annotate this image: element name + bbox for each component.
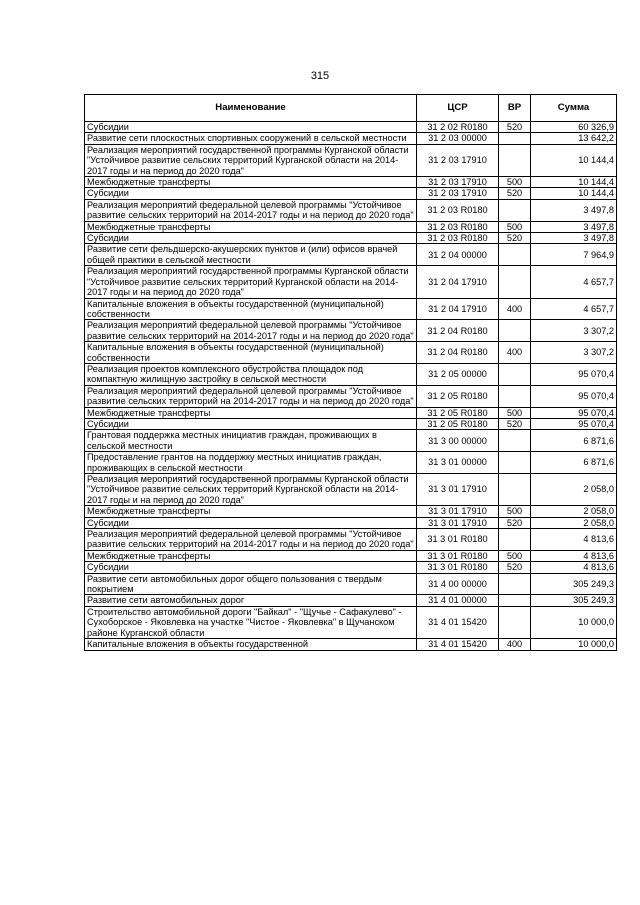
cell-sum: 6 871,6 [531,430,617,452]
table-row [85,573,617,595]
cell-vr: 400 [499,639,531,650]
cell-name: Строительство автомобильной дороги "Байкал" - "Щучье - Сафакулево" - Сухоборское - Яковлевка на участке "Чистое - Яковлевка" в Щучанском районе Курганской области [85,606,417,638]
cell-sum: 305 249,3 [531,573,617,595]
cell-vr [499,385,531,407]
cell-name: Развитие сети автомобильных дорог общего пользования с твердым покрытием [85,573,417,595]
table-header-row [85,95,617,122]
cell-name: Грантовая поддержка местных инициатив граждан, проживающих в сельской местности [85,430,417,452]
table-row [85,418,617,429]
cell-csr: 31 2 03 17910 [417,177,499,188]
cell-csr: 31 2 05 R0180 [417,385,499,407]
cell-csr: 31 2 02 R0180 [417,122,499,133]
table-row [85,233,617,244]
table-row [85,188,617,199]
cell-csr: 31 2 03 00000 [417,133,499,144]
cell-name: Реализация мероприятий государственной программы Курганской области "Устойчивое развитие сельских территорий Курганской области на 2014-2017 годы и на период до 2020 года" [85,474,417,506]
table-row [85,320,617,342]
cell-csr: 31 2 04 R0180 [417,320,499,342]
table-row [85,177,617,188]
cell-sum: 6 871,6 [531,452,617,474]
cell-csr: 31 2 05 00000 [417,363,499,385]
cell-name: Реализация проектов комплексного обустройства площадок под компактную жилищную застройку в сельской местности [85,363,417,385]
table-row [85,550,617,561]
cell-csr: 31 3 01 00000 [417,452,499,474]
cell-csr: 31 3 01 17910 [417,517,499,528]
cell-vr: 520 [499,188,531,199]
cell-vr [499,529,531,551]
cell-csr: 31 3 01 R0180 [417,550,499,561]
cell-vr [499,144,531,176]
cell-name: Субсидии [85,517,417,528]
table-row [85,452,617,474]
cell-csr: 31 2 05 R0180 [417,407,499,418]
cell-name: Субсидии [85,122,417,133]
table-row [85,517,617,528]
page-number: 315 [310,70,330,82]
table-row [85,298,617,320]
cell-sum: 3 307,2 [531,342,617,364]
cell-name: Развитие сети автомобильных дорог [85,595,417,606]
cell-sum: 2 058,0 [531,506,617,517]
header-sum: Сумма [531,95,617,122]
cell-sum: 95 070,4 [531,407,617,418]
cell-csr: 31 4 01 15420 [417,639,499,650]
cell-csr: 31 4 00 00000 [417,573,499,595]
table-row [85,221,617,232]
cell-csr: 31 2 03 R0180 [417,221,499,232]
cell-vr: 500 [499,177,531,188]
cell-sum: 3 497,8 [531,233,617,244]
cell-name: Капитальные вложения в объекты государственной (муниципальной) собственности [85,298,417,320]
cell-sum: 4 657,7 [531,266,617,298]
cell-vr [499,199,531,221]
cell-vr [499,452,531,474]
cell-vr [499,266,531,298]
table-row [85,133,617,144]
cell-sum: 10 000,0 [531,639,617,650]
cell-sum: 13 642,2 [531,133,617,144]
header-vr: ВР [499,95,531,122]
cell-csr: 31 2 05 R0180 [417,418,499,429]
table-row [85,266,617,298]
cell-csr: 31 2 04 17910 [417,266,499,298]
cell-sum: 10 144,4 [531,177,617,188]
cell-vr [499,474,531,506]
cell-name: Капитальные вложения в объекты государственной (муниципальной) собственности [85,342,417,364]
cell-name: Реализация мероприятий федеральной целевой программы "Устойчивое развитие сельских территорий на 2014-2017 годы и на период до 2020 года" [85,529,417,551]
table-row [85,595,617,606]
cell-csr: 31 2 03 R0180 [417,233,499,244]
cell-vr [499,363,531,385]
cell-sum: 4 657,7 [531,298,617,320]
header-name: Наименование [85,95,417,122]
cell-name: Реализация мероприятий федеральной целевой программы "Устойчивое развитие сельских территорий на 2014-2017 годы и на период до 2020 года" [85,320,417,342]
table-row [85,639,617,650]
cell-sum: 2 058,0 [531,517,617,528]
cell-csr: 31 2 04 00000 [417,244,499,266]
table-row [85,199,617,221]
cell-csr: 31 3 01 17910 [417,474,499,506]
cell-sum: 10 144,4 [531,188,617,199]
cell-name: Субсидии [85,418,417,429]
table-row [85,430,617,452]
cell-name: Межбюджетные трансферты [85,177,417,188]
cell-vr: 520 [499,562,531,573]
cell-csr: 31 2 03 17910 [417,144,499,176]
cell-name: Предоставление грантов на поддержку местных инициатив граждан, проживающих в сельской местности [85,452,417,474]
cell-sum: 2 058,0 [531,474,617,506]
cell-name: Капитальные вложения в объекты государственной [85,639,417,650]
cell-sum: 3 307,2 [531,320,617,342]
table-row [85,606,617,638]
table-row [85,144,617,176]
cell-csr: 31 4 01 00000 [417,595,499,606]
cell-vr [499,573,531,595]
cell-vr [499,133,531,144]
cell-vr: 500 [499,407,531,418]
cell-vr [499,430,531,452]
cell-name: Межбюджетные трансферты [85,506,417,517]
cell-csr: 31 4 01 15420 [417,606,499,638]
table-row [85,506,617,517]
table-row [85,363,617,385]
cell-sum: 7 964,9 [531,244,617,266]
cell-sum: 60 326,9 [531,122,617,133]
cell-csr: 31 2 03 R0180 [417,199,499,221]
cell-sum: 95 070,4 [531,385,617,407]
header-csr: ЦСР [417,95,499,122]
cell-vr [499,320,531,342]
cell-name: Субсидии [85,188,417,199]
table-row [85,244,617,266]
cell-vr: 400 [499,298,531,320]
cell-name: Развитие сети плоскостных спортивных сооружений в сельской местности [85,133,417,144]
cell-vr: 500 [499,550,531,561]
cell-name: Субсидии [85,562,417,573]
cell-sum: 3 497,8 [531,199,617,221]
cell-csr: 31 2 03 17910 [417,188,499,199]
table-row [85,474,617,506]
table-row [85,342,617,364]
cell-sum: 3 497,8 [531,221,617,232]
cell-sum: 95 070,4 [531,363,617,385]
cell-csr: 31 3 01 R0180 [417,529,499,551]
cell-name: Реализация мероприятий государственной программы Курганской области "Устойчивое развитие сельских территорий Курганской области на 2014-2017 годы и на период до 2020 года" [85,266,417,298]
cell-name: Межбюджетные трансферты [85,407,417,418]
cell-sum: 305 249,3 [531,595,617,606]
cell-name: Реализация мероприятий федеральной целевой программы "Устойчивое развитие сельских территорий на 2014-2017 годы и на период до 2020 года" [85,199,417,221]
cell-sum: 4 813,6 [531,529,617,551]
table-row [85,122,617,133]
cell-vr: 500 [499,506,531,517]
cell-sum: 4 813,6 [531,562,617,573]
cell-sum: 95 070,4 [531,418,617,429]
cell-sum: 10 000,0 [531,606,617,638]
cell-sum: 4 813,6 [531,550,617,561]
cell-name: Реализация мероприятий государственной программы Курганской области "Устойчивое развитие сельских территорий Курганской области на 2014-2017 годы и на период до 2020 года" [85,144,417,176]
cell-vr: 520 [499,233,531,244]
cell-csr: 31 3 01 17910 [417,506,499,517]
cell-vr: 520 [499,418,531,429]
cell-name: Межбюджетные трансферты [85,550,417,561]
budget-table [84,94,617,651]
cell-vr: 520 [499,122,531,133]
cell-name: Реализация мероприятий федеральной целевой программы "Устойчивое развитие сельских территорий на 2014-2017 годы и на период до 2020 года" [85,385,417,407]
cell-vr: 520 [499,517,531,528]
cell-name: Развитие сети фельдшерско-акушерских пунктов и (или) офисов врачей общей практики в сельской местности [85,244,417,266]
cell-csr: 31 2 04 R0180 [417,342,499,364]
table-row [85,407,617,418]
cell-name: Межбюджетные трансферты [85,221,417,232]
cell-vr [499,595,531,606]
cell-vr [499,244,531,266]
cell-csr: 31 2 04 17910 [417,298,499,320]
cell-vr: 400 [499,342,531,364]
table-row [85,562,617,573]
cell-vr [499,606,531,638]
table-row [85,529,617,551]
cell-sum: 10 144,4 [531,144,617,176]
cell-csr: 31 3 01 R0180 [417,562,499,573]
cell-name: Субсидии [85,233,417,244]
cell-csr: 31 3 00 00000 [417,430,499,452]
cell-vr: 500 [499,221,531,232]
table-row [85,385,617,407]
